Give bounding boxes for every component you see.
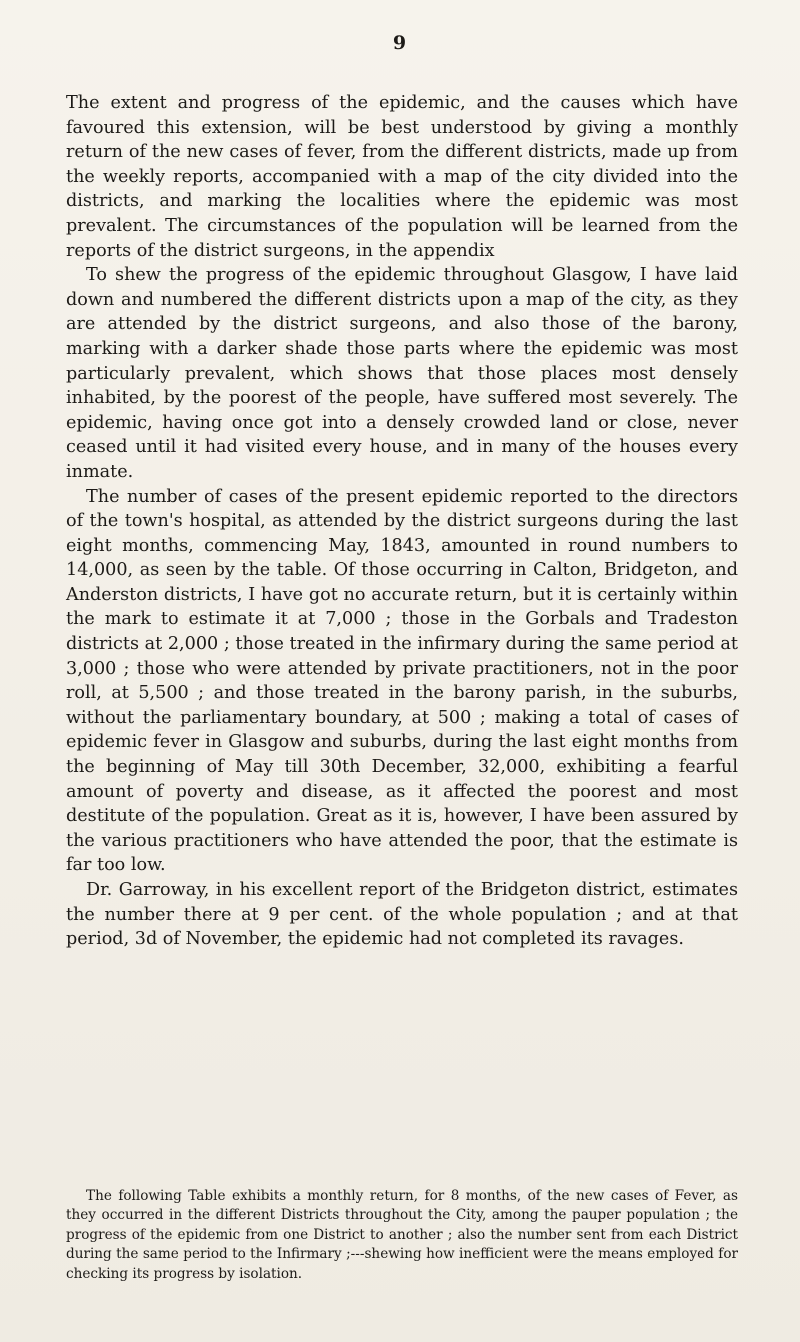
paragraph-number-of-cases: The number of cases of the present epidemic reported to the directors of the town's hospital, as attended by the district surgeons during the last eight months, commencing May, 1843, amounted in round numbers to 14,000, as seen by the table. Of those occurring in Calton, Bridgeton, and Anderston districts, I have got no accurate return, but it is certainly within the mark to estimate it at 7,000 ; those in the Gorbals and Tradeston districts at 2,000 ; those treated in the infirmary during the same period at 3,000 ; those who were attended by private practitioners, not in the poor roll, at 5,500 ; and those treated in the barony parish, in the suburbs, without the parliamentary boundary, at 500 ; making a total of cases of epidemic fever in Glasgow and suburbs, during the last eight months from the beginning of May till 30th December, 32,000, exhibiting a fearful amount of poverty and disease, as it affected the poorest and most destitute of the population. Great as it is, however, I have been assured by the various practitioners who have attended the poor, that the estimate is far too low. [66, 486, 738, 876]
table-note-text: The following Table exhibits a monthly return, for 8 months, of the new cases of Fever, as they occurred in the different Districts throughout the City, among the pauper population ; the progress of the epidemic from one District to another ; also the number sent from each District during the same period to the Infirmary ;---shewing how inefficient were the means employed for checking its progress by isolation. [66, 1188, 738, 1282]
paragraph-extent-of-epidemic: The extent and progress of the epidemic, and the causes which have favoured this extension, will be best understood by giving a monthly return of the new cases of fever, from the different districts, made up from the weekly reports, accompanied with a map of the city divided into the districts, and marking the localities where the epidemic was most prevalent. The circumstances of the population will be learned from the reports of the district surgeons, in the appendix [66, 93, 738, 261]
paragraph-progress-map: To shew the progress of the epidemic throughout Glasgow, I have laid down and numbered the different districts upon a map of the city, as they are attended by the district surgeons, and also those of the barony, marking with a darker shade those parts where the epidemic was most particularly prevalent, which shows that those places most densely inhabited, by the poorest of the people, have suffered most severely. The epidemic, having once got into a densely crowded land or close, never ceased until it had visited every house, and in many of the houses every inmate. [66, 265, 738, 482]
page-number: 9 [392, 32, 408, 54]
paragraph-garroway-report: Dr. Garroway, in his excellent report of the Bridgeton district, estimates the number there at 9 per cent. of the whole population ; and at that period, 3d of November, the epidemic had not completed its ravages. [66, 880, 738, 950]
body-text [66, 91, 738, 952]
table-note [66, 1187, 738, 1284]
